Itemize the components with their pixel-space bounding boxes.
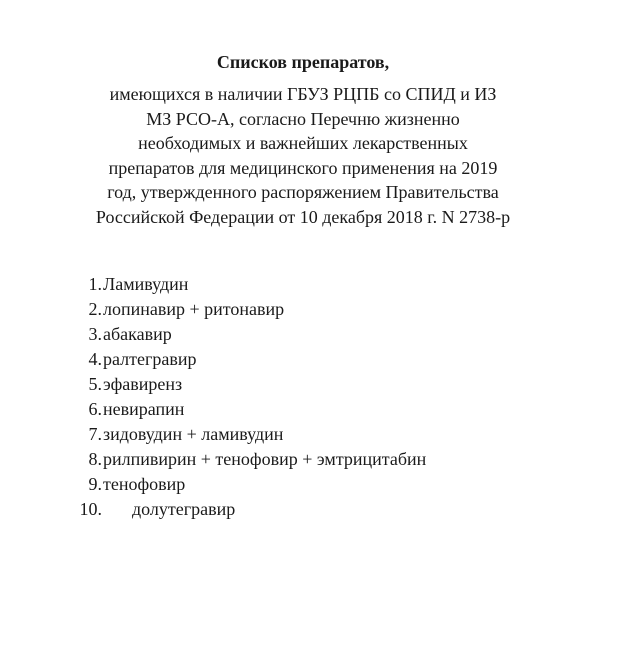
- list-item-text: лопинавир + ритонавир: [103, 299, 285, 319]
- list-item: [70, 397, 426, 422]
- list-item-text: долутегравир: [132, 499, 236, 519]
- list-item-text: Ламивудин: [103, 274, 189, 294]
- list-item-number: 4.: [88, 349, 102, 369]
- list-item-text: ралтегравир: [103, 349, 197, 369]
- document-title: Списков препаратов,: [216, 52, 390, 72]
- list-item-number: 7.: [88, 424, 102, 444]
- list-item-number: 9.: [88, 474, 102, 494]
- list-item-number: 2.: [88, 299, 102, 319]
- list-item: [70, 322, 426, 347]
- subtitle-line: препаратов для медицинского применения на 2019: [108, 157, 498, 178]
- list-item-text: эфавиренз: [103, 374, 183, 394]
- list-item-text: абакавир: [103, 324, 172, 344]
- list-item: [70, 472, 426, 497]
- list-item-text: невирапин: [103, 399, 185, 419]
- list-item: [70, 422, 426, 447]
- list-item-text: зидовудин + ламивудин: [103, 424, 284, 444]
- list-item: [70, 447, 426, 472]
- subtitle-line: Российской Федерации от 10 декабря 2018 г. N 2738-р: [95, 206, 511, 227]
- list-item-number: 1.: [88, 274, 102, 294]
- list-item: [70, 497, 426, 522]
- subtitle-line: имеющихся в наличии ГБУЗ РЦПБ со СПИД и ИЗ: [109, 84, 497, 104]
- list-item-number: 6.: [88, 399, 102, 419]
- drug-list: [70, 272, 426, 522]
- document-subtitle: [0, 82, 606, 230]
- list-item: [70, 297, 426, 322]
- list-item-number: 8.: [88, 449, 102, 469]
- list-item: [70, 347, 426, 372]
- subtitle-line: необходимых и важнейших лекарственных: [138, 133, 468, 154]
- list-item-text: тенофовир: [103, 474, 186, 494]
- subtitle-line: МЗ РСО-А, согласно Перечню жизненно: [146, 108, 460, 129]
- list-item: [70, 272, 426, 297]
- list-item-number: 5.: [88, 374, 102, 394]
- list-item: [70, 372, 426, 397]
- subtitle-line: год, утвержденного распоряжением Правительства: [107, 182, 499, 203]
- list-item-text: рилпивирин + тенофовир + эмтрицитабин: [103, 449, 427, 469]
- list-item-number: 3.: [88, 324, 102, 344]
- list-item-number: 10.: [79, 499, 102, 519]
